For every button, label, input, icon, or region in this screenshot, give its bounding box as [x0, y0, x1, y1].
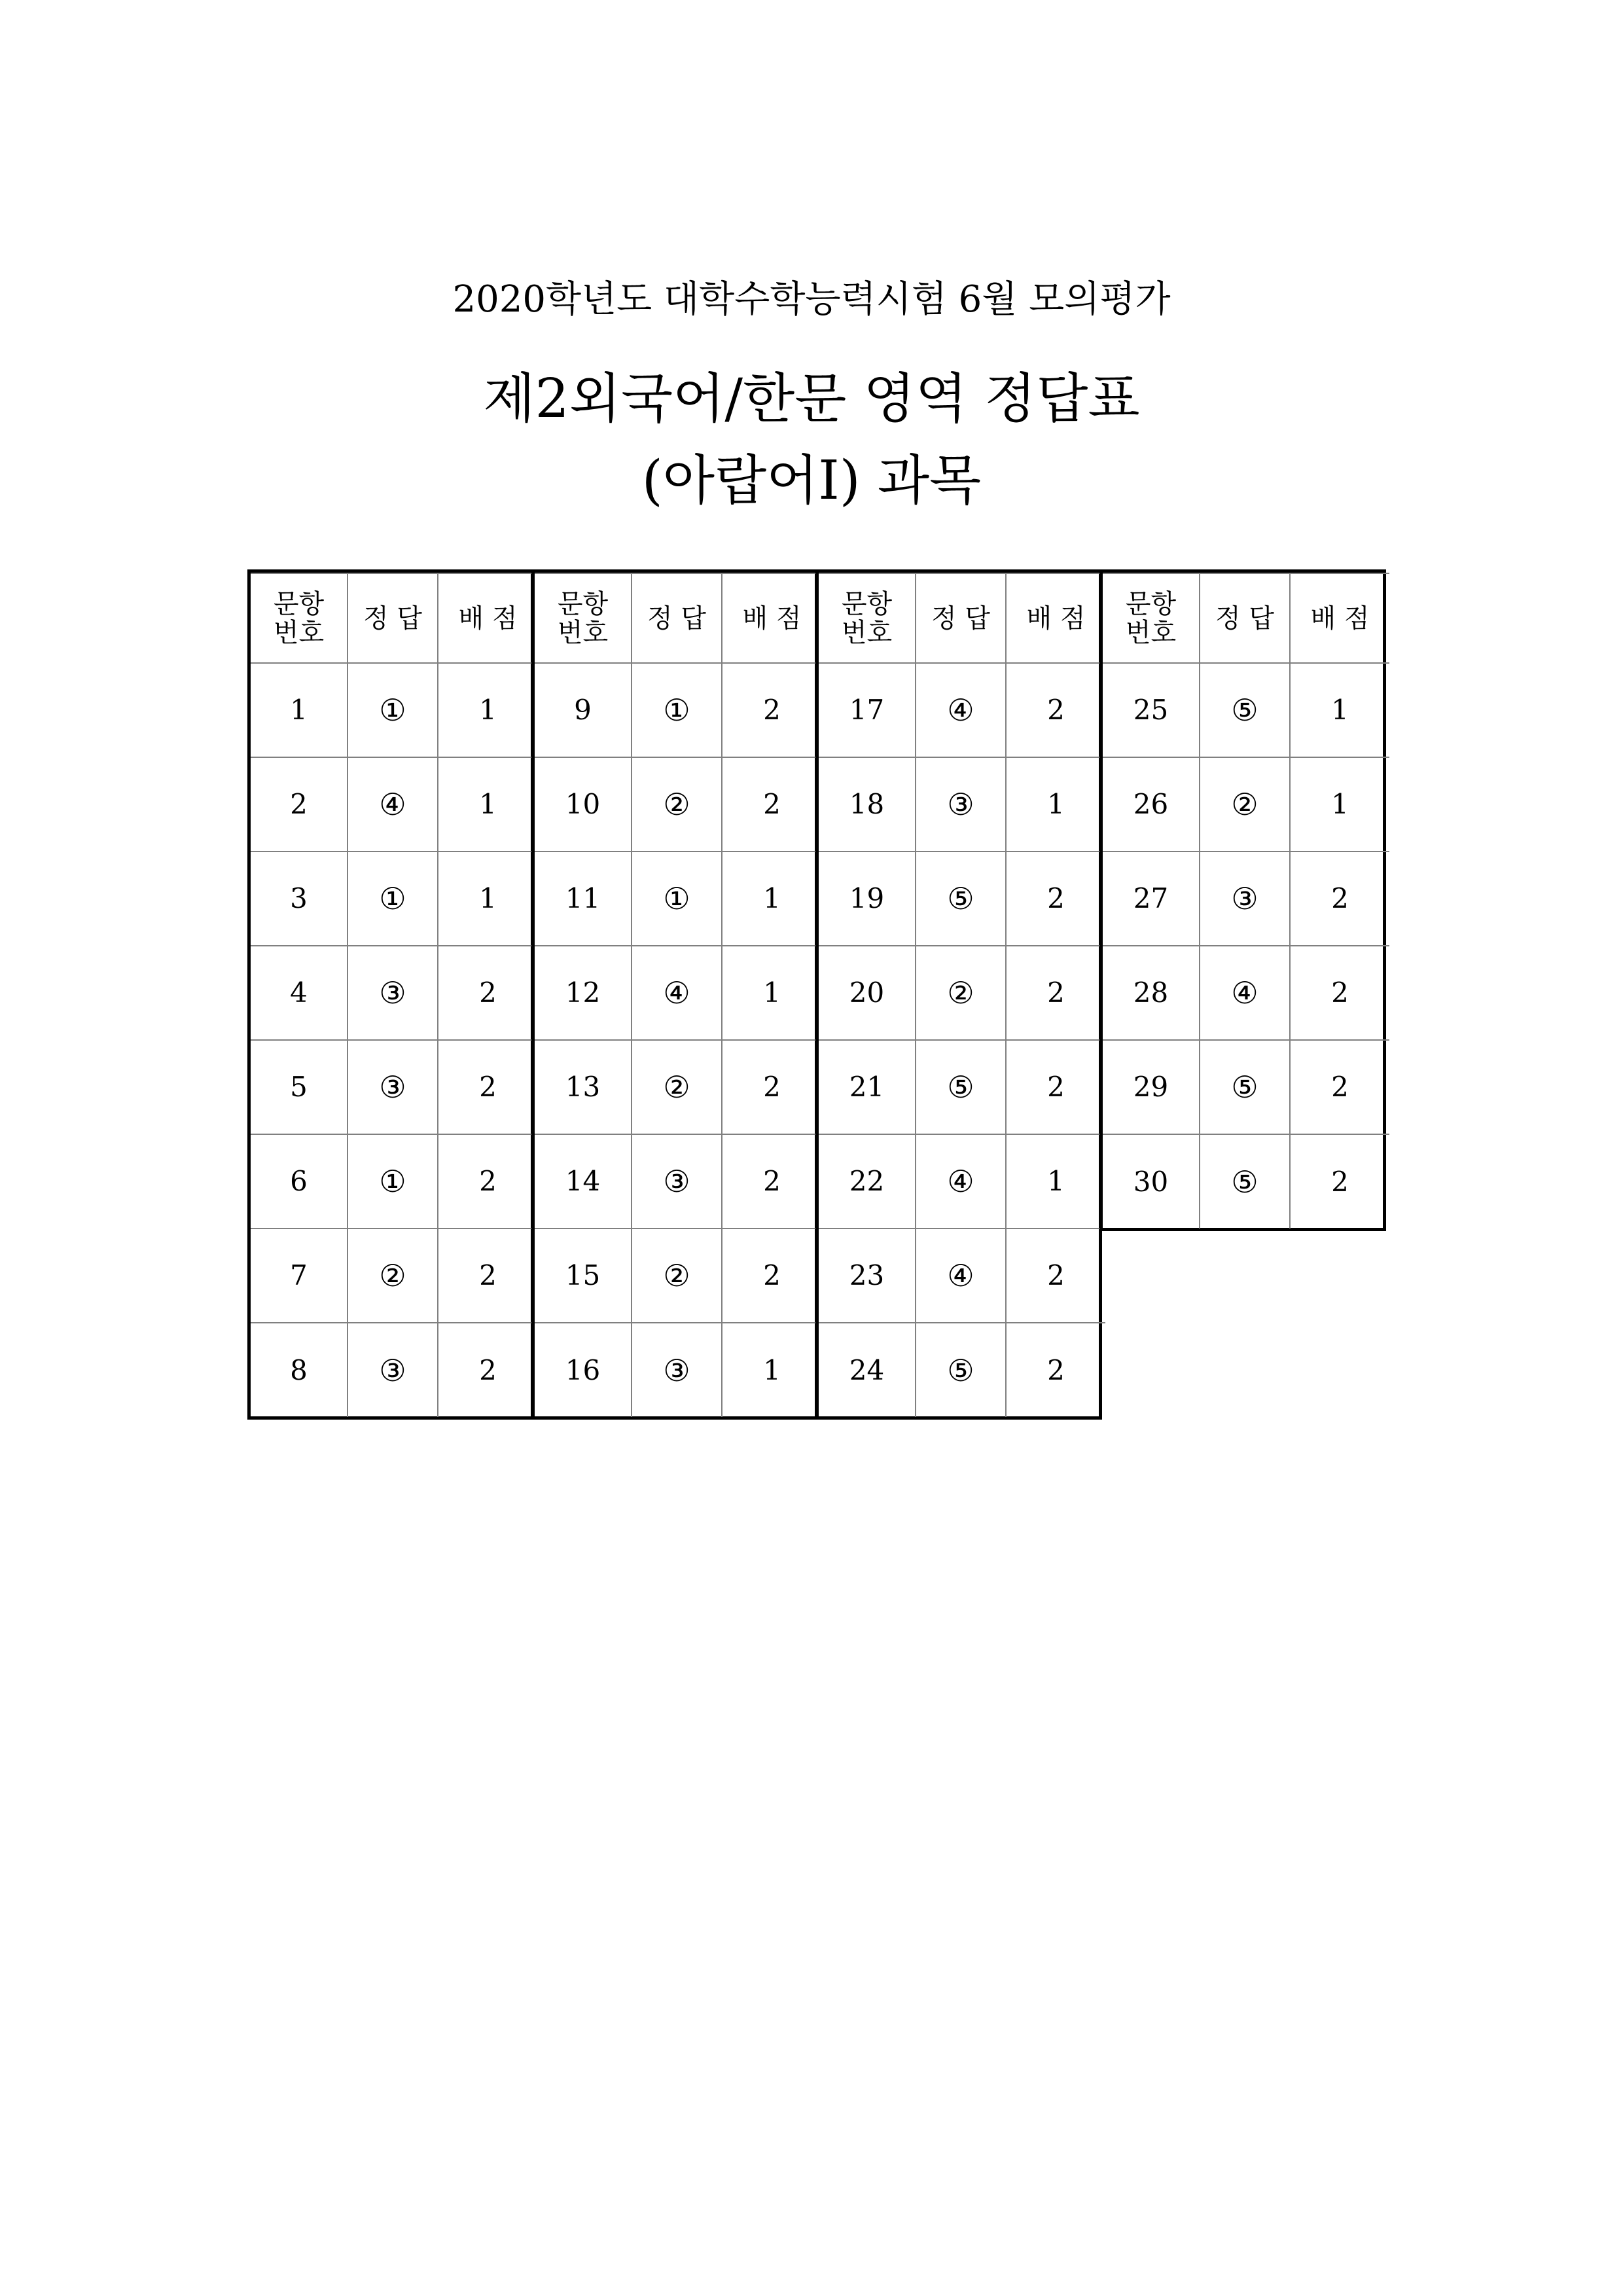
exam-subtitle: 2020학년도 대학수학능력시험 6월 모의평가 — [452, 278, 1171, 321]
answer-block-3 — [815, 569, 1102, 1420]
header-score: 배 점 — [1006, 573, 1105, 663]
table-row — [535, 852, 821, 946]
question-number: 29 — [1103, 1040, 1200, 1134]
question-number: 28 — [1103, 946, 1200, 1040]
answer-value: ④ — [916, 1134, 1006, 1229]
question-number: 13 — [535, 1040, 632, 1134]
answer-value: ④ — [916, 1229, 1006, 1323]
question-number: 5 — [251, 1040, 348, 1134]
header-number-bottom: 번호 — [557, 617, 609, 648]
score-value: 1 — [1006, 757, 1105, 852]
answer-value: ③ — [632, 1323, 722, 1417]
question-number: 8 — [251, 1323, 348, 1417]
score-value: 2 — [722, 1040, 821, 1134]
page-title: 제2외국어/한문 영역 정답표 — [483, 368, 1140, 430]
answer-value: ③ — [348, 1323, 438, 1417]
table-row — [819, 1040, 1105, 1134]
answer-block-1 — [247, 569, 534, 1420]
answer-table — [1103, 573, 1389, 1229]
answer-value: ④ — [632, 946, 722, 1040]
score-value: 1 — [1006, 1134, 1105, 1229]
score-value: 2 — [1006, 946, 1105, 1040]
answer-value: ① — [348, 663, 438, 757]
score-value: 1 — [438, 852, 537, 946]
header-number-bottom: 번호 — [841, 617, 893, 648]
answer-value: ③ — [1200, 852, 1290, 946]
header-number-bottom: 번호 — [273, 617, 325, 648]
table-row — [251, 1040, 537, 1134]
score-value: 1 — [1290, 663, 1389, 757]
table-row — [819, 852, 1105, 946]
header-question-number — [251, 573, 348, 663]
score-value: 2 — [1006, 1040, 1105, 1134]
score-value: 1 — [722, 1323, 821, 1417]
question-number: 20 — [819, 946, 916, 1040]
answer-value: ② — [916, 946, 1006, 1040]
table-row — [819, 1323, 1105, 1417]
table-row — [1103, 946, 1389, 1040]
question-number: 18 — [819, 757, 916, 852]
score-value: 2 — [722, 1134, 821, 1229]
score-value: 2 — [1006, 852, 1105, 946]
question-number: 16 — [535, 1323, 632, 1417]
score-value: 2 — [438, 1229, 537, 1323]
table-row — [251, 757, 537, 852]
table-row — [1103, 757, 1389, 852]
answer-value: ⑤ — [916, 1323, 1006, 1417]
score-value: 1 — [1290, 757, 1389, 852]
score-value: 1 — [438, 757, 537, 852]
score-value: 1 — [438, 663, 537, 757]
answer-value: ① — [632, 663, 722, 757]
question-number: 9 — [535, 663, 632, 757]
score-value: 1 — [722, 852, 821, 946]
score-value: 2 — [1290, 946, 1389, 1040]
question-number: 10 — [535, 757, 632, 852]
header-score: 배 점 — [438, 573, 537, 663]
answer-value: ⑤ — [916, 1040, 1006, 1134]
table-row — [819, 1134, 1105, 1229]
header-row — [251, 573, 537, 663]
table-row — [535, 757, 821, 852]
answer-value: ② — [1200, 757, 1290, 852]
score-value: 1 — [722, 946, 821, 1040]
answer-value: ② — [632, 1040, 722, 1134]
question-number: 26 — [1103, 757, 1200, 852]
question-number: 25 — [1103, 663, 1200, 757]
answer-value: ④ — [348, 757, 438, 852]
question-number: 12 — [535, 946, 632, 1040]
answer-value: ③ — [348, 946, 438, 1040]
answer-value: ① — [348, 1134, 438, 1229]
header-answer: 정 답 — [1200, 573, 1290, 663]
header-question-number — [819, 573, 916, 663]
header-answer: 정 답 — [632, 573, 722, 663]
question-number: 2 — [251, 757, 348, 852]
answer-value: ② — [632, 1229, 722, 1323]
score-value: 2 — [1290, 1134, 1389, 1229]
question-number: 27 — [1103, 852, 1200, 946]
table-row — [535, 946, 821, 1040]
question-number: 4 — [251, 946, 348, 1040]
table-row — [1103, 852, 1389, 946]
table-row — [251, 946, 537, 1040]
table-row — [251, 1134, 537, 1229]
table-row — [819, 663, 1105, 757]
question-number: 7 — [251, 1229, 348, 1323]
question-number: 22 — [819, 1134, 916, 1229]
header-score: 배 점 — [722, 573, 821, 663]
header-question-number — [1103, 573, 1200, 663]
header-row — [535, 573, 821, 663]
table-row — [1103, 663, 1389, 757]
table-row — [819, 1229, 1105, 1323]
header-number-top: 문항 — [1125, 588, 1177, 619]
header-row — [819, 573, 1105, 663]
header-question-number — [535, 573, 632, 663]
header-number-top: 문항 — [273, 588, 325, 619]
answer-value: ④ — [1200, 946, 1290, 1040]
subject-title: (아랍어Ⅰ) 과목 — [641, 450, 982, 512]
table-row — [251, 1323, 537, 1417]
score-value: 2 — [1006, 1323, 1105, 1417]
answer-value: ③ — [916, 757, 1006, 852]
answer-value: ① — [348, 852, 438, 946]
table-row — [535, 1040, 821, 1134]
header-answer: 정 답 — [916, 573, 1006, 663]
answer-table — [535, 573, 821, 1417]
table-row — [251, 852, 537, 946]
answer-table — [251, 573, 537, 1417]
answer-value: ⑤ — [1200, 1040, 1290, 1134]
header-row — [1103, 573, 1389, 663]
question-number: 19 — [819, 852, 916, 946]
question-number: 30 — [1103, 1134, 1200, 1229]
answer-value: ⑤ — [916, 852, 1006, 946]
question-number: 14 — [535, 1134, 632, 1229]
question-number: 24 — [819, 1323, 916, 1417]
table-row — [535, 1134, 821, 1229]
table-row — [251, 1229, 537, 1323]
score-value: 2 — [438, 946, 537, 1040]
question-number: 1 — [251, 663, 348, 757]
table-row — [535, 1323, 821, 1417]
table-row — [819, 946, 1105, 1040]
answer-table — [819, 573, 1105, 1417]
answer-block-4 — [1099, 569, 1386, 1231]
table-row — [535, 663, 821, 757]
answer-value: ④ — [916, 663, 1006, 757]
score-value: 2 — [1290, 852, 1389, 946]
table-row — [1103, 1134, 1389, 1229]
table-row — [1103, 1040, 1389, 1134]
question-number: 23 — [819, 1229, 916, 1323]
header-number-top: 문항 — [557, 588, 609, 619]
score-value: 2 — [722, 663, 821, 757]
answer-value: ② — [348, 1229, 438, 1323]
score-value: 2 — [722, 757, 821, 852]
header-number-bottom: 번호 — [1125, 617, 1177, 648]
answer-value: ① — [632, 852, 722, 946]
score-value: 2 — [438, 1040, 537, 1134]
header-answer: 정 답 — [348, 573, 438, 663]
score-value: 2 — [1006, 663, 1105, 757]
table-row — [819, 757, 1105, 852]
question-number: 11 — [535, 852, 632, 946]
table-row — [251, 663, 537, 757]
header-score: 배 점 — [1290, 573, 1389, 663]
score-value: 2 — [1290, 1040, 1389, 1134]
question-number: 3 — [251, 852, 348, 946]
question-number: 21 — [819, 1040, 916, 1134]
answer-value: ⑤ — [1200, 663, 1290, 757]
score-value: 2 — [722, 1229, 821, 1323]
header-number-top: 문항 — [841, 588, 893, 619]
answer-value: ③ — [348, 1040, 438, 1134]
answer-value: ② — [632, 757, 722, 852]
score-value: 2 — [1006, 1229, 1105, 1323]
question-number: 6 — [251, 1134, 348, 1229]
answer-block-2 — [531, 569, 818, 1420]
answer-value: ⑤ — [1200, 1134, 1290, 1229]
question-number: 17 — [819, 663, 916, 757]
question-number: 15 — [535, 1229, 632, 1323]
score-value: 2 — [438, 1134, 537, 1229]
answer-value: ③ — [632, 1134, 722, 1229]
table-row — [535, 1229, 821, 1323]
score-value: 2 — [438, 1323, 537, 1417]
